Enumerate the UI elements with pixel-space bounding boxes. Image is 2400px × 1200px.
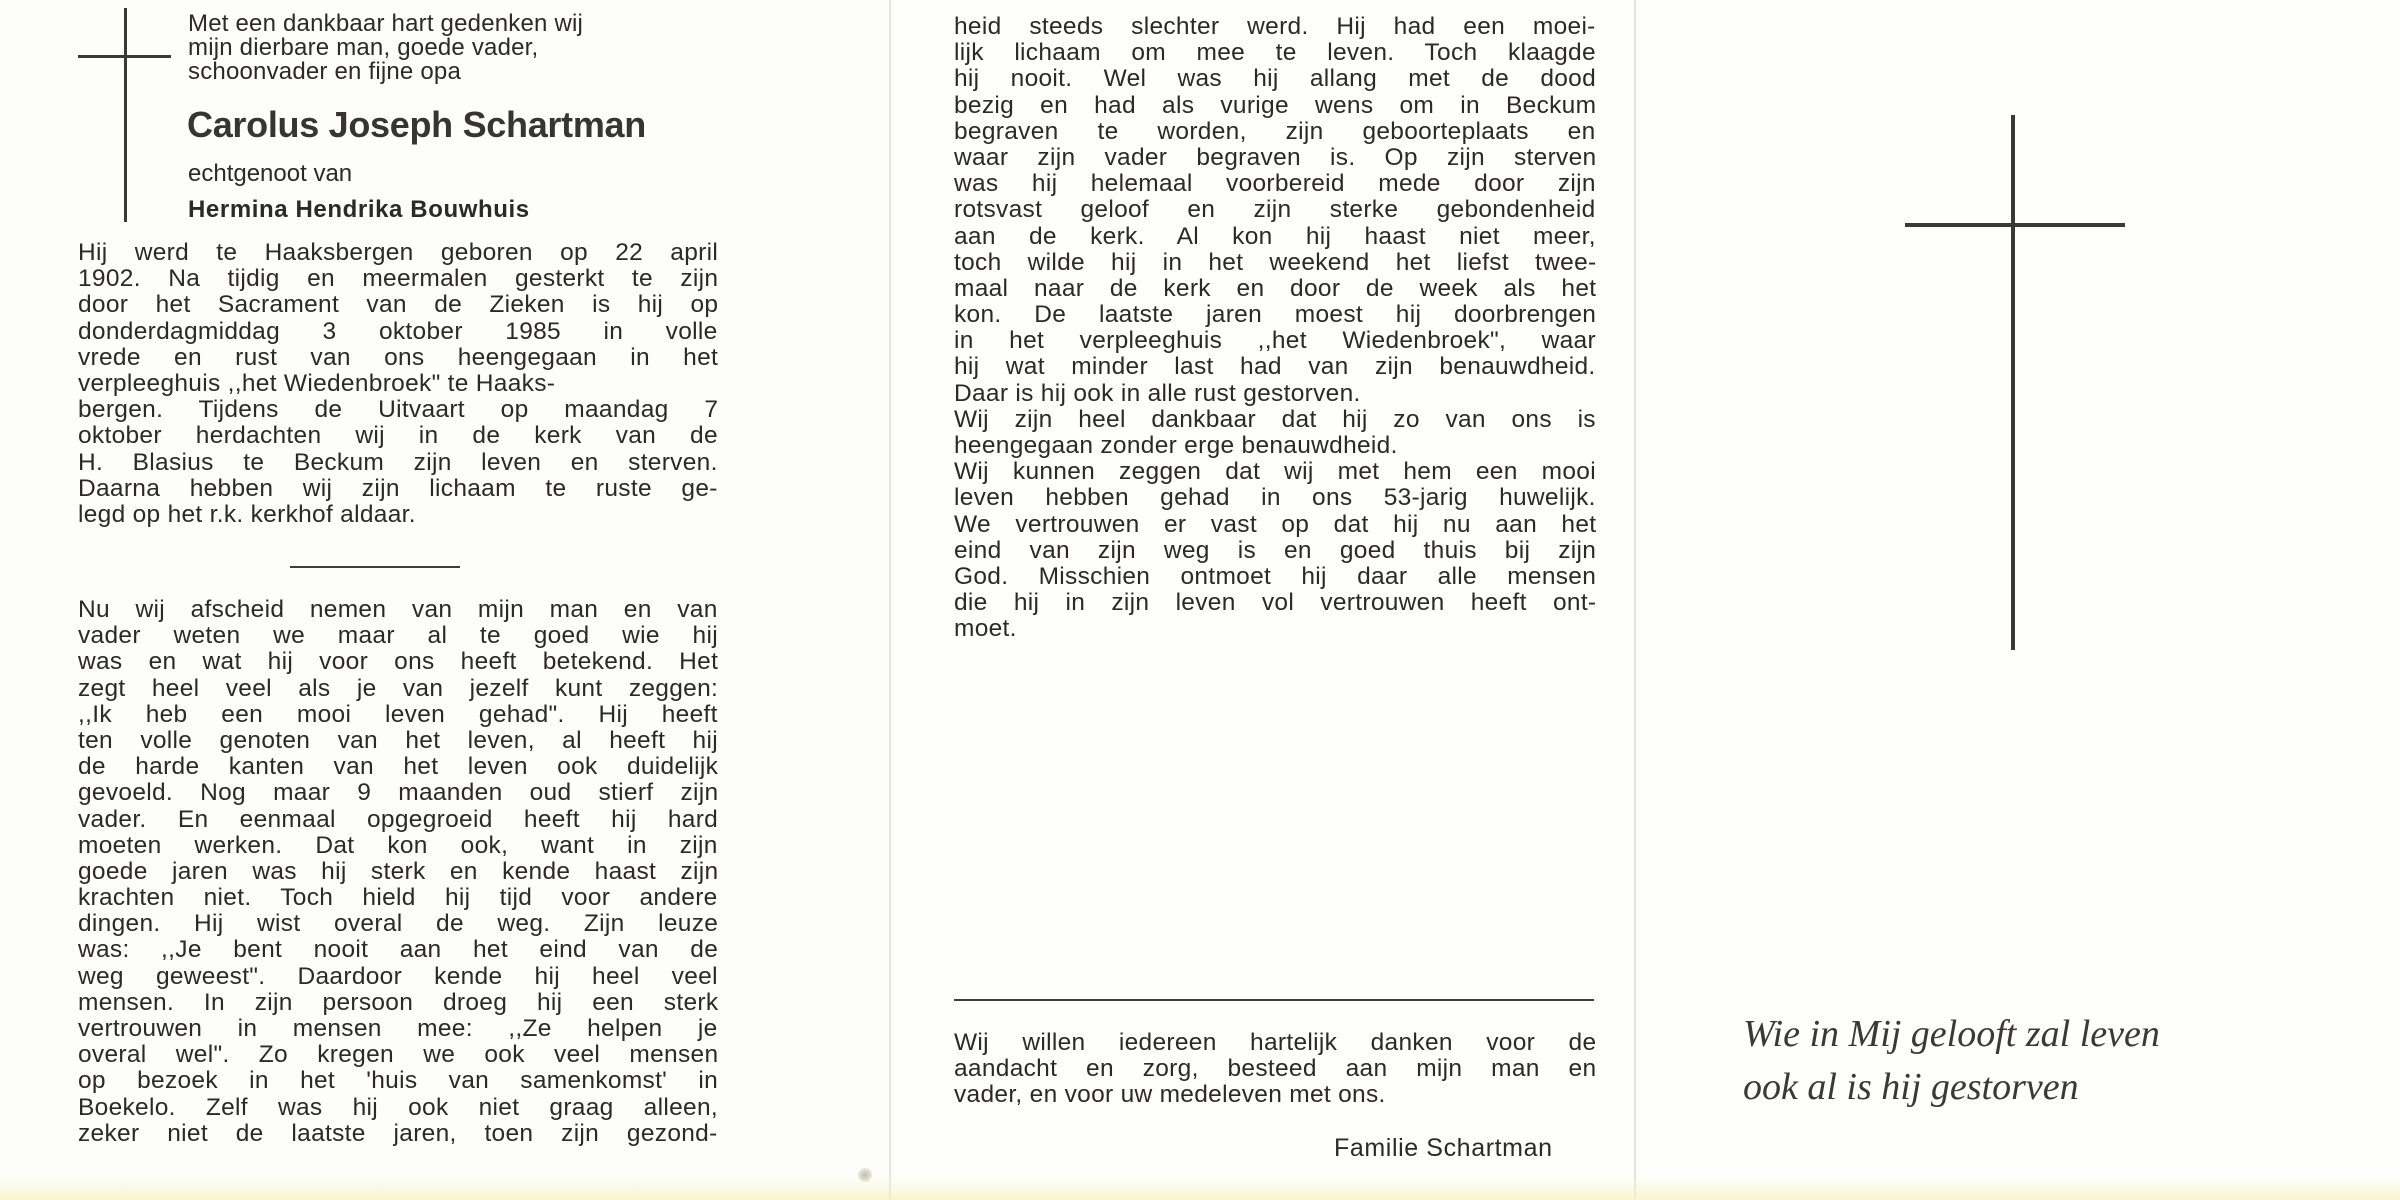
cross-icon-large-vertical [2011,115,2015,650]
birth-paragraph [78,240,718,528]
text-line: goede jaren was hij sterk en kende haast zijn [78,857,719,885]
text-line: zeker niet de laatste jaren, toen zijn gezond- [78,1119,718,1147]
opening-line: Met een dankbaar hart gedenken wij [188,10,584,37]
card-fold [1634,0,1636,1200]
text-line: op bezoek in het 'huis van samenkomst' in [78,1067,719,1095]
opening-line: mijn dierbare man, goede vader, [188,34,539,61]
text-line: kon. De laatste jaren moest hij doorbrengen [954,301,1597,329]
text-line: donderdagmiddag 3 oktober 1985 in volle [78,317,718,345]
text-line: God. Misschien ontmoet hij daar alle mensen [954,562,1597,590]
text-line: dingen. Hij wist overal de weg. Zijn leuze [78,910,719,938]
family-signature: Familie Schartman [1334,1134,1553,1162]
text-line: leven hebben gehad in ons 53-jarig huwelijk. [954,484,1596,512]
continued-paragraph [954,14,1596,643]
text-line: vrede en rust van ons heengegaan in het [78,343,719,371]
text-line: Wij kunnen zeggen dat wij met hem een mooi [954,458,1596,486]
cross-icon-small-horizontal [78,55,171,58]
text-line: aandacht en zorg, besteed aan mijn man en [954,1055,1597,1083]
spouse-name: Hermina Hendrika Bouwhuis [188,196,530,223]
text-line: weg geweest". Daardoor kende hij heel veel [78,962,718,990]
quote-line: Wie in Mij gelooft zal leven [1743,1013,2160,1055]
text-line: rotsvast geloof en zijn sterke gebondenheid [954,196,1596,224]
cross-icon-small-vertical [124,8,127,222]
text-line: Wij willen iedereen hartelijk danken voor de [954,1029,1597,1056]
text-line: eind van zijn weg is en goed thuis bij zijn [954,536,1597,564]
text-line: in het verpleeghuis ,,het Wiedenbroek", waar [954,327,1596,355]
text-line: was: ,,Je bent nooit aan het eind van de [78,936,719,964]
text-line: gevoeld. Nog maar 9 maanden oud stierf zijn [78,779,719,807]
text-line: was hij helemaal voorbereid mede door zijn [954,170,1596,198]
text-line: was en wat hij voor ons heeft betekend. Het [78,648,719,676]
text-line: H. Blasius te Beckum zijn leven en sterven. [78,448,718,476]
text-line: Hij werd te Haaksbergen geboren op 22 april [78,239,719,266]
text-line: vader weten we maar al te goed wie hij [78,622,718,650]
text-line: oktober herdachten wij in de kerk van de [78,422,718,450]
text-line: begraven te worden, zijn geboorteplaats en [954,117,1596,145]
text-line: heid steeds slechter werd. Hij had een moei- [954,13,1596,40]
text-line: de harde kanten van het leven ook duidelijk [78,753,719,781]
text-line: ,,Ik heb een mooi leven gehad". Hij heeft [78,700,718,728]
opening-line: schoonvader en fijne opa [188,58,461,85]
deceased-name: Carolus Joseph Schartman [187,104,646,145]
section-divider [954,999,1594,1001]
text-line: legd op het r.k. kerkhof aldaar. [78,500,416,528]
text-line: vader. En eenmaal opgegroeid heeft hij hard [78,805,719,833]
text-line: hij nooit. Wel was hij allang met de dood [954,65,1597,93]
text-line: moet. [954,615,1017,643]
text-line: verpleeghuis ,,het Wiedenbroek" te Haaks- [78,369,556,397]
text-line: overal wel". Zo kregen we ook veel mensen [78,1041,719,1069]
quote-line: ook al is hij gestorven [1743,1066,2079,1108]
spouse-label: echtgenoot van [188,160,353,187]
text-line: hij wat minder last had van zijn benauwdheid. [954,353,1596,381]
card-fold [889,0,891,1200]
opening-text [188,12,720,84]
section-divider [290,566,460,568]
scripture-quote [1743,1008,2343,1114]
text-line: mensen. In zijn persoon droeg hij een sterk [78,988,719,1016]
text-line: toch wilde hij in het weekend het liefst twee- [954,248,1597,276]
text-line: bergen. Tijdens de Uitvaart op maandag 7 [78,396,719,424]
text-line: 1902. Na tijdig en meermalen gesterkt te zijn [78,265,719,293]
text-line: ten volle genoten van het leven, al heeft hij [78,726,718,754]
text-line: waar zijn vader begraven is. Op zijn sterven [954,143,1597,171]
left-panel [0,0,890,1200]
text-line: door het Sacrament van de Zieken is hij op [78,291,719,319]
text-line: aan de kerk. Al kon hij haast niet meer, [954,222,1596,250]
text-line: bezig en had als vurige wens om in Beckum [954,91,1597,119]
life-paragraph [78,597,718,1147]
text-line: moeten werken. Dat kon ook, want in zijn [78,831,718,859]
text-line: Wij zijn heel dankbaar dat hij zo van ons is [954,405,1596,433]
text-line: heengegaan zonder erge benauwdheid. [954,432,1398,459]
text-line: Nu wij afscheid nemen van mijn man en van [78,596,718,623]
thanks-paragraph [954,1030,1596,1109]
paper-edge-tint [0,1178,2400,1200]
text-line: maal naar de kerk en door de week als het [954,274,1597,302]
text-line: vader, en voor uw medeleven met ons. [954,1081,1386,1109]
text-line: Daar is hij ook in alle rust gestorven. [954,379,1361,407]
text-line: Daarna hebben wij zijn lichaam te ruste ge- [78,474,718,502]
text-line: die hij in zijn leven vol vertrouwen heeft ont- [954,589,1597,617]
text-line: Boekelo. Zelf was hij ook niet graag alleen, [78,1093,718,1121]
text-line: We vertrouwen er vast op dat hij nu aan het [954,510,1597,538]
cross-icon-large-horizontal [1905,223,2125,227]
text-line: zegt heel veel als je van jezelf kunt zeggen: [78,674,719,702]
text-line: krachten niet. Toch hield hij tijd voor andere [78,884,718,912]
text-line: vertrouwen in mensen mee: ,,Ze helpen je [78,1015,718,1042]
text-line: lijk lichaam om mee te leven. Toch klaagde [954,39,1596,67]
